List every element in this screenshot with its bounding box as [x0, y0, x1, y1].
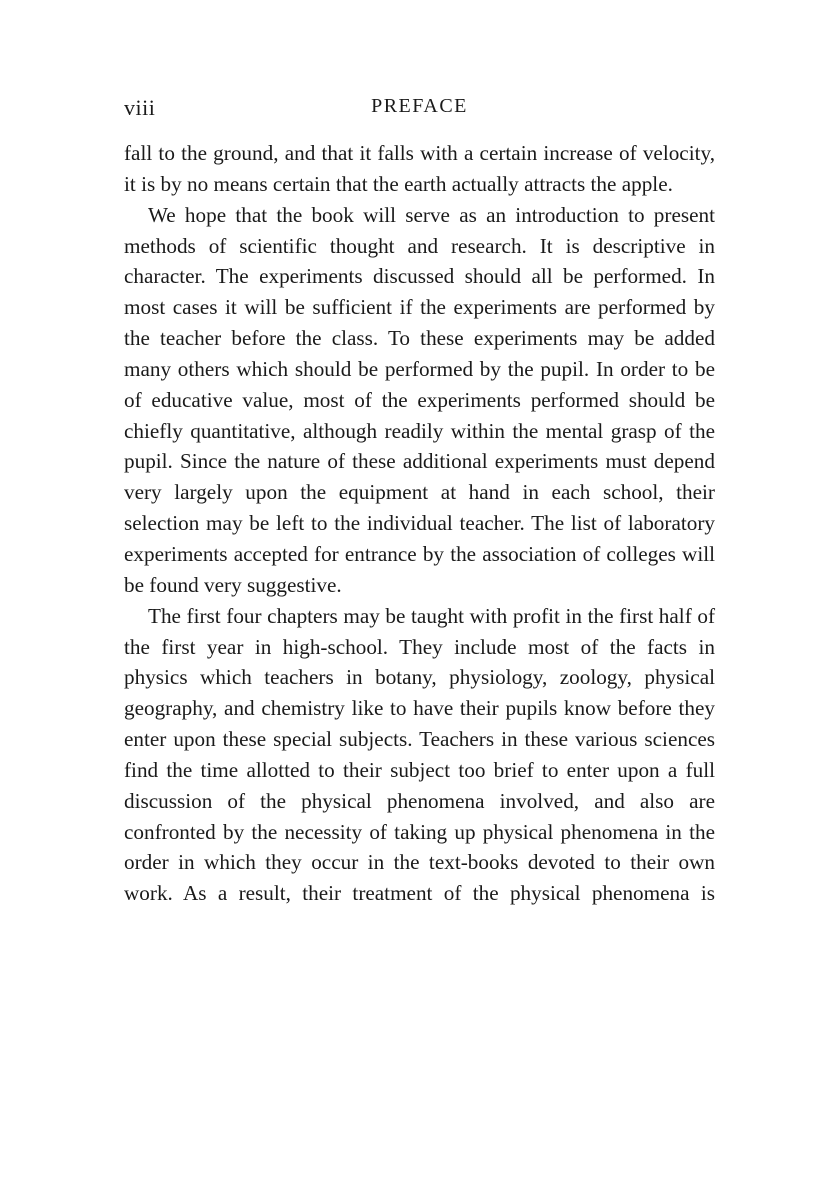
paragraph-continued: fall to the ground, and that it falls with a certain increase of velocity, it is by no means certain that the earth actually attracts the apple.: [124, 141, 715, 196]
running-head: [124, 95, 715, 125]
paragraph: We hope that the book will serve as an introduction to present methods of scientific thought and research. It is descriptive in character. The experiments discussed should all be performed. In most cases it will be sufficient if the experiments are performed by the teacher before the class. To these experiments may be added many others which should be performed by the pupil. In order to be of educative value, most of the experiments performed should be chiefly quantitative, although readily within the mental grasp of the pupil. Since the nature of these additional experiments must depend very largely upon the equipment at hand in each school, their selection may be left to the individual teacher. The list of laboratory experiments accepted for entrance by the association of colleges will be found very suggestive.: [124, 202, 715, 597]
running-title: PREFACE: [371, 95, 468, 117]
body-text: [124, 138, 715, 909]
page-number: viii: [124, 95, 156, 120]
paragraph: The first four chapters may be taught with profit in the first half of the first year in high-school. They include most of the facts in physics which teachers in botany, physiology, zoology, physical geography, and chemistry like to have their pupils know before they enter upon these special subjects. Teachers in these various sciences find the time allotted to their subject too brief to enter upon a full discussion of the physical phenomena involved, and also are confronted by the necessity of taking up physical phenomena in the order in which they occur in the text-books devoted to their own work. As a result, their treatment of the physical phenomena is: [124, 603, 715, 906]
